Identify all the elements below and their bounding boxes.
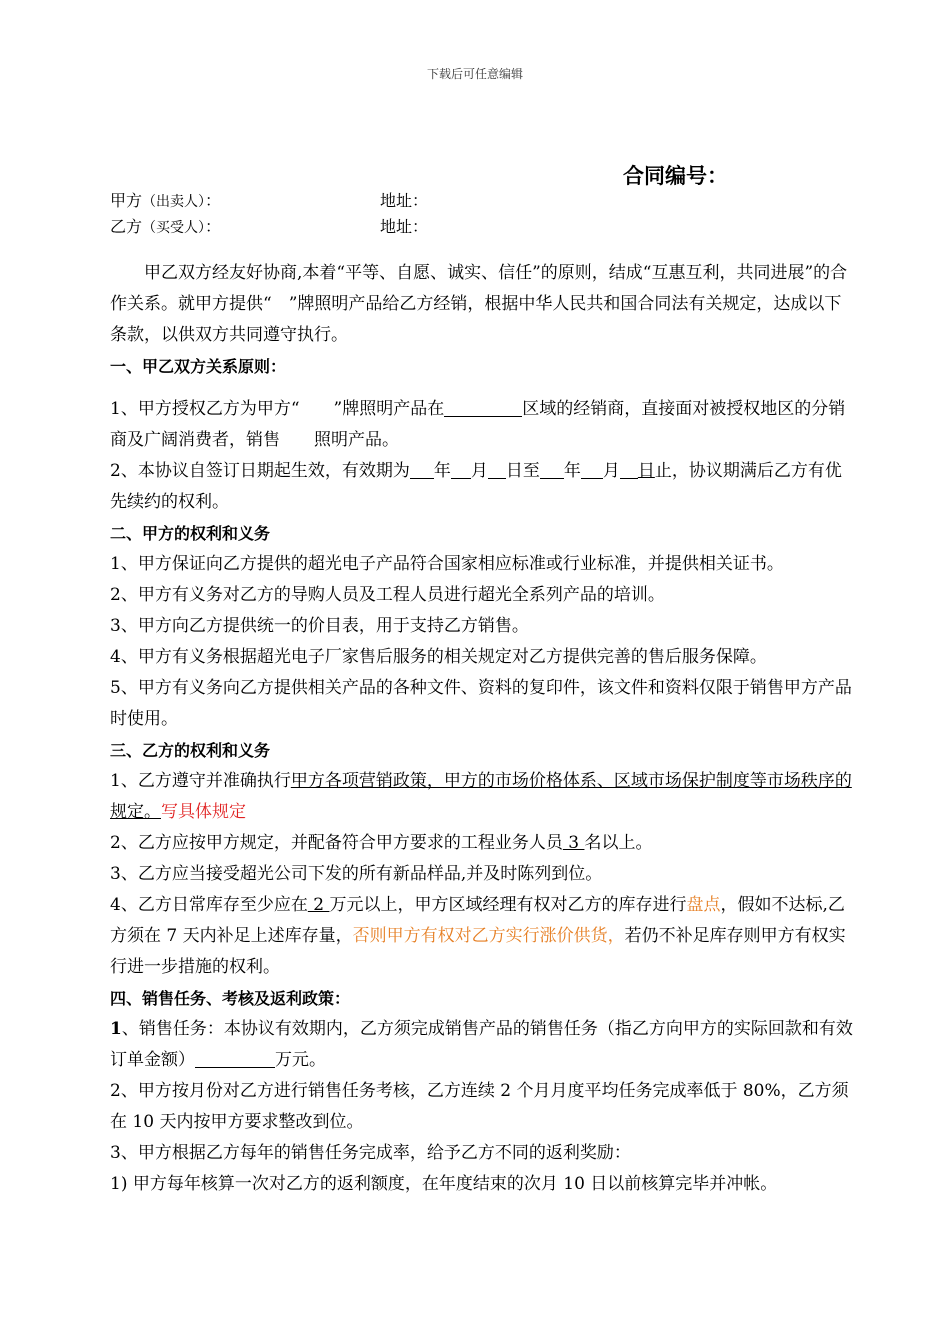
stock-amount: 2 <box>307 895 330 915</box>
date-blank <box>488 461 506 479</box>
section-2-item: 3、甲方向乙方提供统一的价目表，用于支持乙方销售。 <box>110 616 529 636</box>
section-3-clause-1 <box>110 766 856 828</box>
party-a-address-label: 地址： <box>380 191 429 210</box>
underlined-policy-text: 甲方各项营销政策，甲方的市场价格体系、区域市场保护制度等市场秩序的规定。 <box>110 771 852 822</box>
party-a-line <box>110 188 429 211</box>
section-3-title: 三、乙方的权利和义务 <box>110 741 271 760</box>
clause-text: 1、乙方遵守并准确执行 <box>110 771 291 791</box>
clause-text: 、销售任务：本协议有效期内，乙方须完成销售产品的销售任务（指乙方向甲方的实际回款和有效订单金额） <box>110 1019 853 1070</box>
intro-paragraph: 甲乙双方经友好协商,本着“平等、自愿、诚实、信任”的原则，结成“互惠互利，共同进展”的合作关系。就甲方提供“ ”牌照明产品给乙方经销，根据中华人民共和国合同法有关规定，达成以下条款，以供双方共同遵守执行。 <box>110 263 848 345</box>
clause-text: 若仍不补足库存则甲方有权实行进一步措施的权利。 <box>110 926 846 977</box>
month-label: 月 <box>602 461 620 481</box>
section-1-clause-2 <box>110 456 856 518</box>
section-2-item: 2、甲方有义务对乙方的导购人员及工程人员进行超光全系列产品的培训。 <box>110 585 665 605</box>
section-4-clause-3: 3、甲方根据乙方每年的销售任务完成率，给予乙方不同的返利奖励： <box>110 1143 631 1163</box>
date-blank <box>451 461 471 479</box>
clause-text: 万元以上，甲方区域经理有权对乙方的库存进行 <box>329 895 687 915</box>
section-4-clause-1 <box>110 1014 856 1076</box>
highlight-inventory-check: 盘点 <box>686 895 721 915</box>
section-1-clause-1 <box>110 394 856 456</box>
year-label: 年 <box>433 461 451 481</box>
party-b-address-label: 地址： <box>380 217 429 236</box>
date-blank <box>620 461 638 479</box>
date-blank <box>540 461 564 479</box>
clause-text: 4、乙方日常库存至少应在 <box>110 895 308 915</box>
highlight-price-increase: 否则甲方有权对乙方实行涨价供货， <box>352 926 625 946</box>
clause-text: 止，协议期满后乙方有优先续约的权利。 <box>110 461 842 512</box>
clause-text: 2、乙方应按甲方规定，并配备符合甲方要求的工程业务人员 <box>110 833 563 853</box>
day-label: 日至 <box>505 461 540 481</box>
section-4-title: 四、销售任务、考核及返利政策： <box>110 989 351 1008</box>
party-b-colon: ： <box>205 217 222 236</box>
party-a-role: （出卖人） <box>142 194 206 210</box>
day-label: 日 <box>637 461 655 481</box>
red-annotation: 写具体规定 <box>161 802 246 822</box>
clause-text: ，假如不达标,乙方须在 7 天内补足上述库存量， <box>110 895 845 946</box>
section-3-clause-4 <box>110 890 856 983</box>
section-4-clause-3-1: 1) 甲方每年核算一次对乙方的返利额度，在年度结束的次月 10 日以前核算完毕并冲帐。 <box>110 1174 778 1194</box>
region-blank <box>444 399 522 417</box>
party-a-label: 甲方 <box>110 191 143 210</box>
party-b-role: （买受人） <box>142 220 206 236</box>
header-note: 下载后可任意编辑 <box>426 67 523 81</box>
contract-number-label: 合同编号： <box>623 164 728 188</box>
party-b-line <box>110 214 429 237</box>
staff-count: 3 <box>562 833 585 853</box>
clause-text: 1、甲方授权乙方为甲方“ ”牌照明产品在 <box>110 399 445 419</box>
section-2-item: 5、甲方有义务向乙方提供相关产品的各种文件、资料的复印件，该文件和资料仅限于销售甲方产品时使用。 <box>110 678 852 729</box>
section-2-item: 4、甲方有义务根据超光电子厂家售后服务的相关规定对乙方提供完善的售后服务保障。 <box>110 647 767 667</box>
clause-number: 1 <box>110 1019 122 1039</box>
contract-body <box>110 258 856 1200</box>
date-blank <box>410 461 434 479</box>
year-label: 年 <box>563 461 581 481</box>
section-1-title: 一、甲乙双方关系原则： <box>110 357 287 376</box>
section-3-clause-2 <box>110 828 856 859</box>
section-4-clause-2: 2、甲方按月份对乙方进行销售任务考核，乙方连续 2 个月月度平均任务完成率低于 80%，乙方须在 10 天内按甲方要求整改到位。 <box>110 1081 849 1132</box>
sales-target-blank <box>195 1050 275 1068</box>
clause-text: 名以上。 <box>584 833 653 853</box>
party-a-colon: ： <box>205 191 222 210</box>
date-blank <box>581 461 603 479</box>
section-2-item: 1、甲方保证向乙方提供的超光电子产品符合国家相应标准或行业标准，并提供相关证书。 <box>110 554 784 574</box>
section-2-title: 二、甲方的权利和义务 <box>110 524 271 543</box>
section-3-clause-3: 3、乙方应当接受超光公司下发的所有新品样品,并及时陈列到位。 <box>110 864 603 884</box>
month-label: 月 <box>470 461 488 481</box>
party-b-label: 乙方 <box>110 217 143 236</box>
clause-text: 2、本协议自签订日期起生效，有效期为 <box>110 461 410 481</box>
clause-text: 区域的经销商，直接面对被授权地区的分销商及广阔消费者，销售 照明产品。 <box>110 399 846 450</box>
clause-text: 万元。 <box>275 1050 326 1070</box>
